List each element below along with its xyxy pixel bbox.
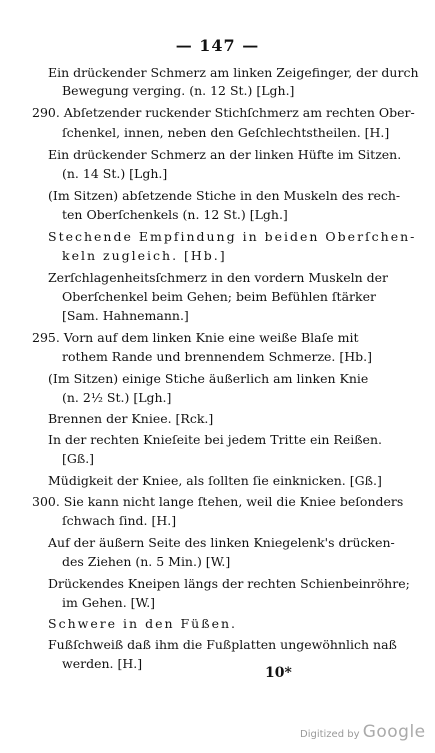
text-line: Ein drückender Schmerz an der linken Hüfte im Sitzen. <box>48 147 402 162</box>
text-line: Ein drückender Schmerz am linken Zeigefinger, der durch <box>48 65 419 80</box>
text-line: Auf der äußern Seite des linken Kniegelenk's drücken- <box>48 535 395 550</box>
text-line: des Ziehen (n. 5 Min.) [W.] <box>62 554 231 569</box>
text-line: Müdigkeit der Kniee, als ſollten ſie einknicken. [Gß.] <box>48 473 382 488</box>
text-line: Zerſchlagenheitsſchmerz in den vordern Muskeln der <box>48 270 389 285</box>
text-line: Drückendes Kneipen längs der rechten Schienbeinröhre; <box>48 576 410 591</box>
page-number: — 147 — <box>175 36 260 55</box>
text-line: (n. 2½ St.) [Lgh.] <box>62 390 172 405</box>
watermark-brand: Google <box>362 722 426 742</box>
text-line: Bewegung verging. (n. 12 St.) [Lgh.] <box>62 83 295 98</box>
text-line: 300. Sie kann nicht lange ſtehen, weil die Kniee beſonders <box>32 494 404 509</box>
text-line: Schwere in den Füßen. <box>48 616 237 631</box>
text-line: Brennen der Kniee. [Rck.] <box>48 411 214 426</box>
text-line: [Sam. Hahnemann.] <box>62 308 189 323</box>
text-line: Fußſchweiß daß ihm die Fußplatten ungewöhnlich naß <box>48 637 397 652</box>
text-line: In der rechten Knieſeite bei jedem Tritte ein Reißen. <box>48 432 382 447</box>
text-line: ſchenkel, innen, neben den Geſchlechtstheilen. [H.] <box>62 125 390 140</box>
watermark-prefix: Digitized by <box>300 729 360 740</box>
text-line: ten Oberſchenkels (n. 12 St.) [Lgh.] <box>62 207 288 222</box>
text-line: (Im Sitzen) einige Stiche äußerlich am linken Knie <box>48 371 369 386</box>
text-line: werden. [H.] <box>62 656 143 671</box>
text-line: Oberſchenkel beim Gehen; beim Befühlen ſtärker <box>62 289 376 304</box>
text-line: ſchwach ſind. [H.] <box>62 513 177 528</box>
text-line: rothem Rande und brennendem Schmerze. [Hb.] <box>62 349 372 364</box>
signature-mark: 10* <box>265 665 292 681</box>
text-line: 290. Abſetzender ruckender Stichſchmerz am rechten Ober- <box>32 105 415 120</box>
text-line: keln zugleich. [Hb.] <box>62 248 227 263</box>
text-line: (Im Sitzen) abſetzende Stiche in den Muskeln des rech- <box>48 188 401 203</box>
text-line: [Gß.] <box>62 451 95 466</box>
digitized-watermark <box>300 722 426 742</box>
text-line: (n. 14 St.) [Lgh.] <box>62 166 168 181</box>
text-line: im Gehen. [W.] <box>62 595 156 610</box>
text-line: Stechende Empfindung in beiden Oberſchen- <box>48 229 417 244</box>
text-line: 295. Vorn auf dem linken Knie eine weiße Blaſe mit <box>32 330 359 345</box>
